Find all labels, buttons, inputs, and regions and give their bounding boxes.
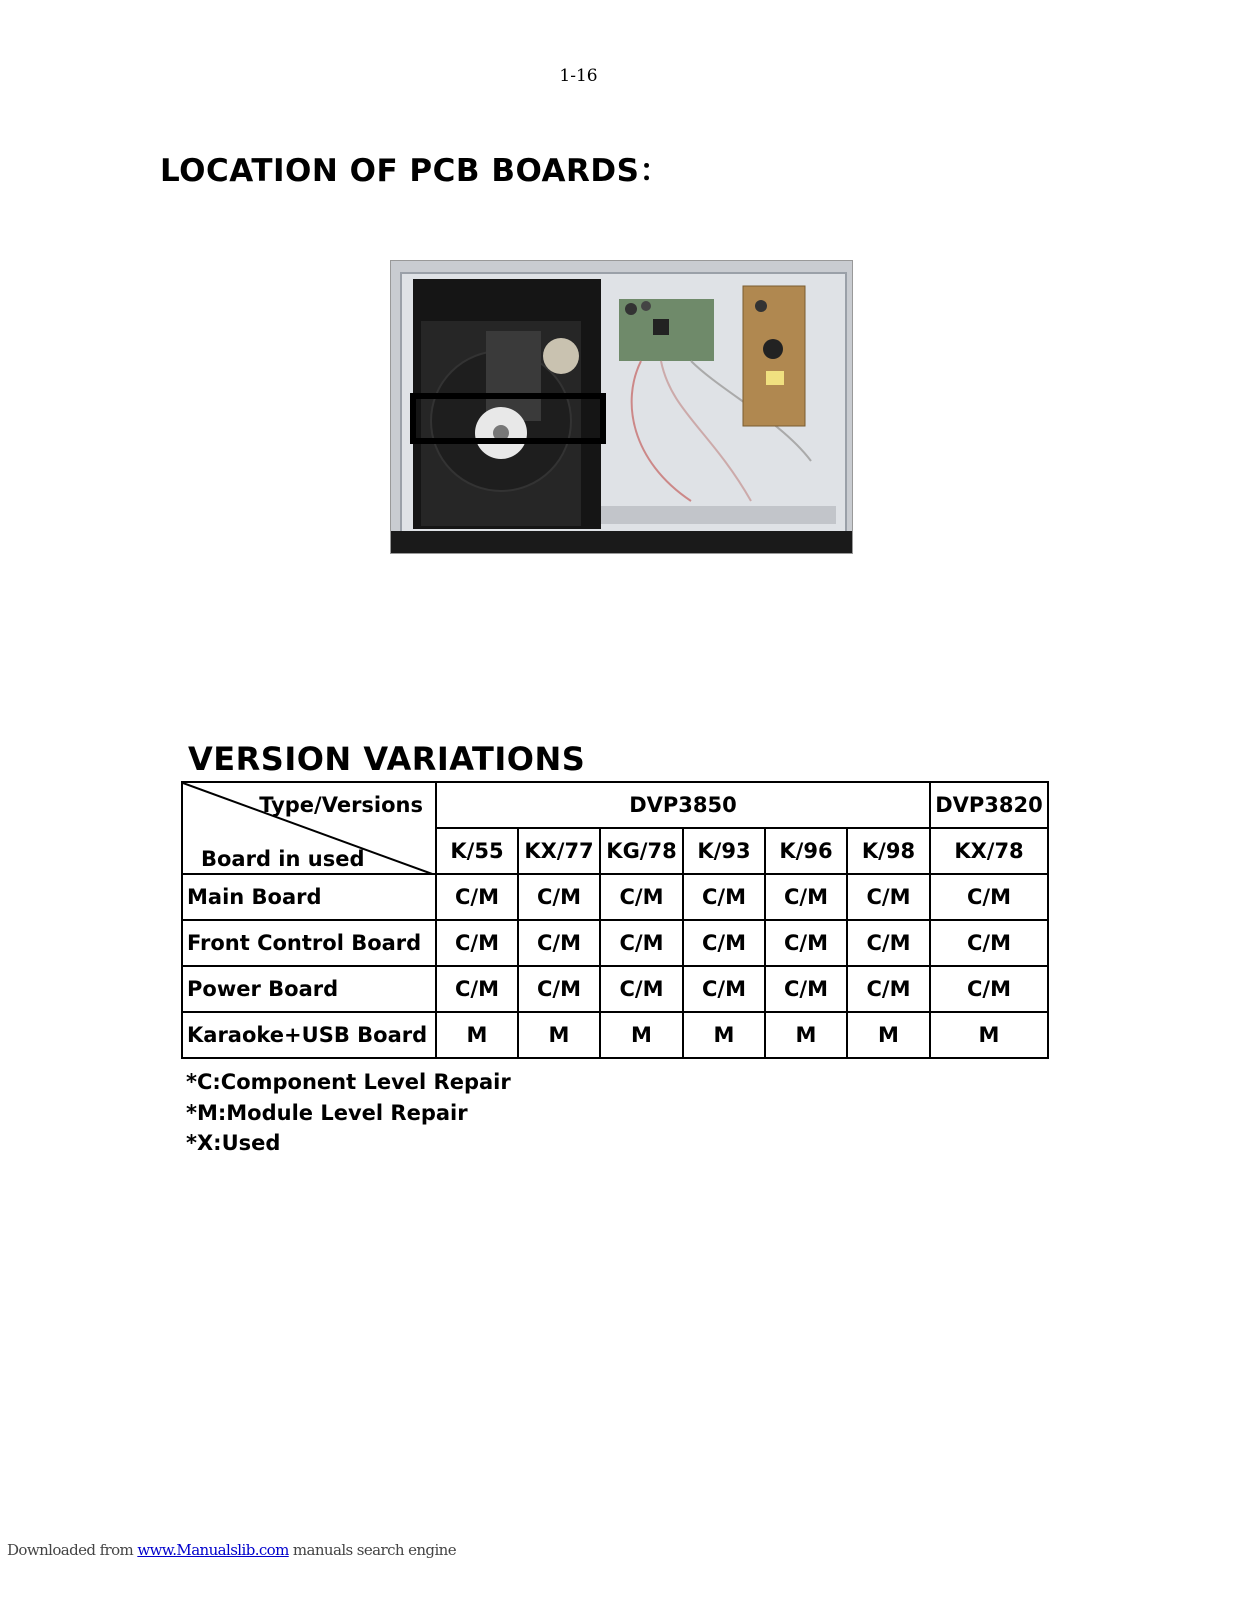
table-cell: C/M (600, 966, 683, 1012)
table-cell: M (765, 1012, 847, 1058)
version-header: K/96 (765, 828, 847, 874)
table-cell: C/M (930, 920, 1048, 966)
table-cell: C/M (683, 920, 765, 966)
table-cell: C/M (518, 966, 600, 1012)
page-number: 1-16 (559, 66, 598, 86)
version-header: KX/78 (930, 828, 1048, 874)
manualslib-link[interactable]: www.Manualslib.com (137, 1541, 289, 1559)
table-cell: C/M (436, 966, 518, 1012)
table-cell: C/M (930, 874, 1048, 920)
table-cell: C/M (436, 920, 518, 966)
corner-header-cell (182, 782, 436, 874)
table-cell: C/M (518, 920, 600, 966)
table-cell: C/M (600, 920, 683, 966)
table-row (182, 1012, 1048, 1058)
versions-heading: VERSION VARIATIONS (188, 740, 586, 778)
table-cell: M (600, 1012, 683, 1058)
notes (186, 1067, 511, 1159)
footer-suffix: manuals search engine (288, 1541, 456, 1559)
group-header: DVP3820 (930, 782, 1048, 828)
version-variations-table (181, 781, 1049, 1059)
footer (7, 1541, 456, 1559)
table-cell: C/M (847, 966, 930, 1012)
table-row (182, 920, 1048, 966)
location-heading: LOCATION OF PCB BOARDS： (160, 153, 671, 189)
table-cell: M (436, 1012, 518, 1058)
pcb-photo (390, 260, 853, 554)
table-cell: C/M (847, 920, 930, 966)
row-label: Main Board (182, 874, 436, 920)
table-cell: C/M (765, 874, 847, 920)
corner-top-label: Type/Versions (259, 793, 423, 817)
table-cell: C/M (765, 920, 847, 966)
version-header: K/93 (683, 828, 765, 874)
table-cell: M (930, 1012, 1048, 1058)
table-cell: M (847, 1012, 930, 1058)
version-header: K/55 (436, 828, 518, 874)
table-cell: C/M (518, 874, 600, 920)
table-row (182, 874, 1048, 920)
table-cell: C/M (600, 874, 683, 920)
version-header: KX/77 (518, 828, 600, 874)
table-cell: C/M (436, 874, 518, 920)
row-label: Karaoke+USB Board (182, 1012, 436, 1058)
table-cell: M (683, 1012, 765, 1058)
table-cell: C/M (930, 966, 1048, 1012)
table-header-row (182, 782, 1048, 828)
table-row (182, 966, 1048, 1012)
footer-prefix: Downloaded from (7, 1541, 138, 1559)
row-label: Front Control Board (182, 920, 436, 966)
note-line: *M:Module Level Repair (186, 1100, 468, 1125)
version-header: KG/78 (600, 828, 683, 874)
version-header: K/98 (847, 828, 930, 874)
corner-bottom-label: Board in used (201, 847, 365, 871)
table-cell: C/M (847, 874, 930, 920)
note-line: *C:Component Level Repair (186, 1070, 511, 1094)
row-label: Power Board (182, 966, 436, 1012)
note-line: *X:Used (186, 1131, 281, 1155)
table-cell: C/M (683, 874, 765, 920)
table-cell: C/M (683, 966, 765, 1012)
table-cell: M (518, 1012, 600, 1058)
group-header: DVP3850 (436, 782, 930, 828)
table-cell: C/M (765, 966, 847, 1012)
